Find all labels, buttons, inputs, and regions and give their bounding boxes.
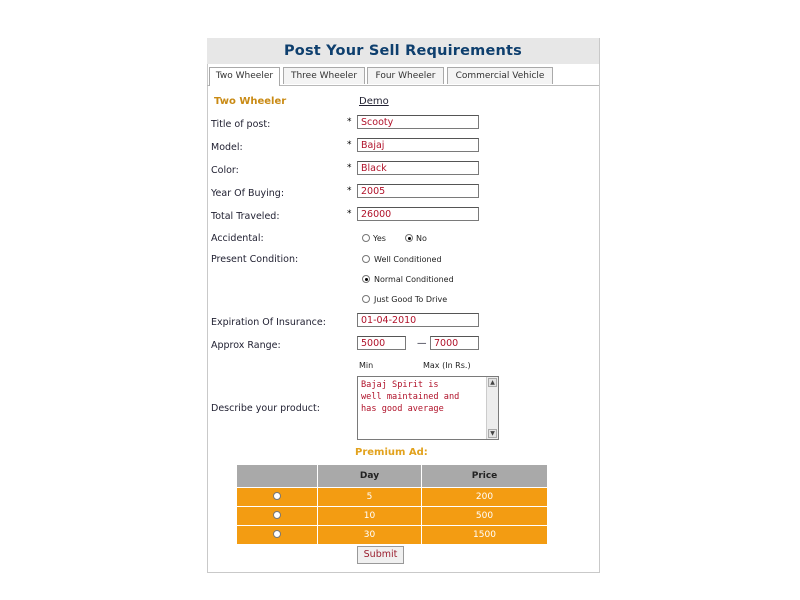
required-mark: * [347, 209, 352, 219]
title-input[interactable]: Scooty [357, 115, 479, 129]
condition-just-good-radio[interactable] [362, 295, 370, 303]
premium-ad-title: Premium Ad: [355, 447, 428, 458]
range-max-input[interactable]: 7000 [430, 336, 479, 350]
table-row [237, 488, 548, 507]
insurance-input[interactable]: 01-04-2010 [357, 313, 479, 327]
describe-textarea[interactable] [357, 376, 499, 440]
condition-normal-radio[interactable] [362, 275, 370, 283]
header-day: Day [318, 465, 422, 488]
section-title: Two Wheeler [214, 96, 287, 107]
range-min-input[interactable]: 5000 [357, 336, 406, 350]
describe-label: Describe your product: [211, 403, 320, 414]
accidental-no-label: No [416, 234, 427, 243]
year-input[interactable]: 2005 [357, 184, 479, 198]
premium-radio[interactable] [273, 530, 281, 538]
textarea-scrollbar[interactable] [486, 377, 498, 439]
page-title: Post Your Sell Requirements [207, 38, 599, 64]
row-select [237, 507, 318, 526]
condition-normal-label: Normal Conditioned [374, 275, 454, 284]
accidental-label: Accidental: [211, 233, 264, 244]
required-mark: * [347, 117, 352, 127]
accidental-yes-radio[interactable] [362, 234, 370, 242]
tab-four-wheeler[interactable]: Four Wheeler [367, 67, 444, 84]
scroll-down-icon[interactable]: ▼ [488, 429, 497, 438]
row-price: 500 [422, 507, 548, 526]
accidental-no-radio[interactable] [405, 234, 413, 242]
describe-text: Bajaj Spirit is well maintained and has good average [361, 380, 460, 414]
row-price: 200 [422, 488, 548, 507]
premium-radio[interactable] [273, 511, 281, 519]
row-day: 30 [318, 526, 422, 545]
condition-well-label: Well Conditioned [374, 255, 442, 264]
model-label: Model: [211, 142, 243, 153]
year-label: Year Of Buying: [211, 188, 285, 199]
premium-table [236, 464, 548, 545]
submit-button[interactable]: Submit [357, 546, 404, 564]
max-hint: Max (In Rs.) [423, 361, 471, 370]
scroll-up-icon[interactable]: ▲ [488, 378, 497, 387]
table-row [237, 526, 548, 545]
required-mark: * [347, 140, 352, 150]
row-day: 10 [318, 507, 422, 526]
premium-radio[interactable] [273, 492, 281, 500]
accidental-yes-label: Yes [373, 234, 386, 243]
row-select [237, 526, 318, 545]
traveled-input[interactable]: 26000 [357, 207, 479, 221]
row-day: 5 [318, 488, 422, 507]
condition-label: Present Condition: [211, 254, 299, 265]
color-input[interactable]: Black [357, 161, 479, 175]
row-select [237, 488, 318, 507]
min-hint: Min [359, 361, 374, 370]
header-price: Price [422, 465, 548, 488]
table-header-row [237, 465, 548, 488]
tab-commercial-vehicle[interactable]: Commercial Vehicle [447, 67, 553, 84]
condition-well-radio[interactable] [362, 255, 370, 263]
color-label: Color: [211, 165, 239, 176]
title-label: Title of post: [211, 119, 271, 130]
required-mark: * [347, 186, 352, 196]
model-input[interactable]: Bajaj [357, 138, 479, 152]
insurance-label: Expiration Of Insurance: [211, 317, 326, 328]
range-label: Approx Range: [211, 340, 281, 351]
required-mark: * [347, 163, 352, 173]
tab-three-wheeler[interactable]: Three Wheeler [283, 67, 365, 84]
row-price: 1500 [422, 526, 548, 545]
vehicle-tabs [207, 67, 599, 86]
tab-two-wheeler[interactable]: Two Wheeler [209, 67, 280, 86]
condition-just-good-label: Just Good To Drive [374, 295, 448, 304]
range-separator: — [417, 338, 427, 349]
table-row [237, 507, 548, 526]
header-select [237, 465, 318, 488]
traveled-label: Total Traveled: [211, 211, 280, 222]
demo-link[interactable]: Demo [359, 96, 389, 107]
